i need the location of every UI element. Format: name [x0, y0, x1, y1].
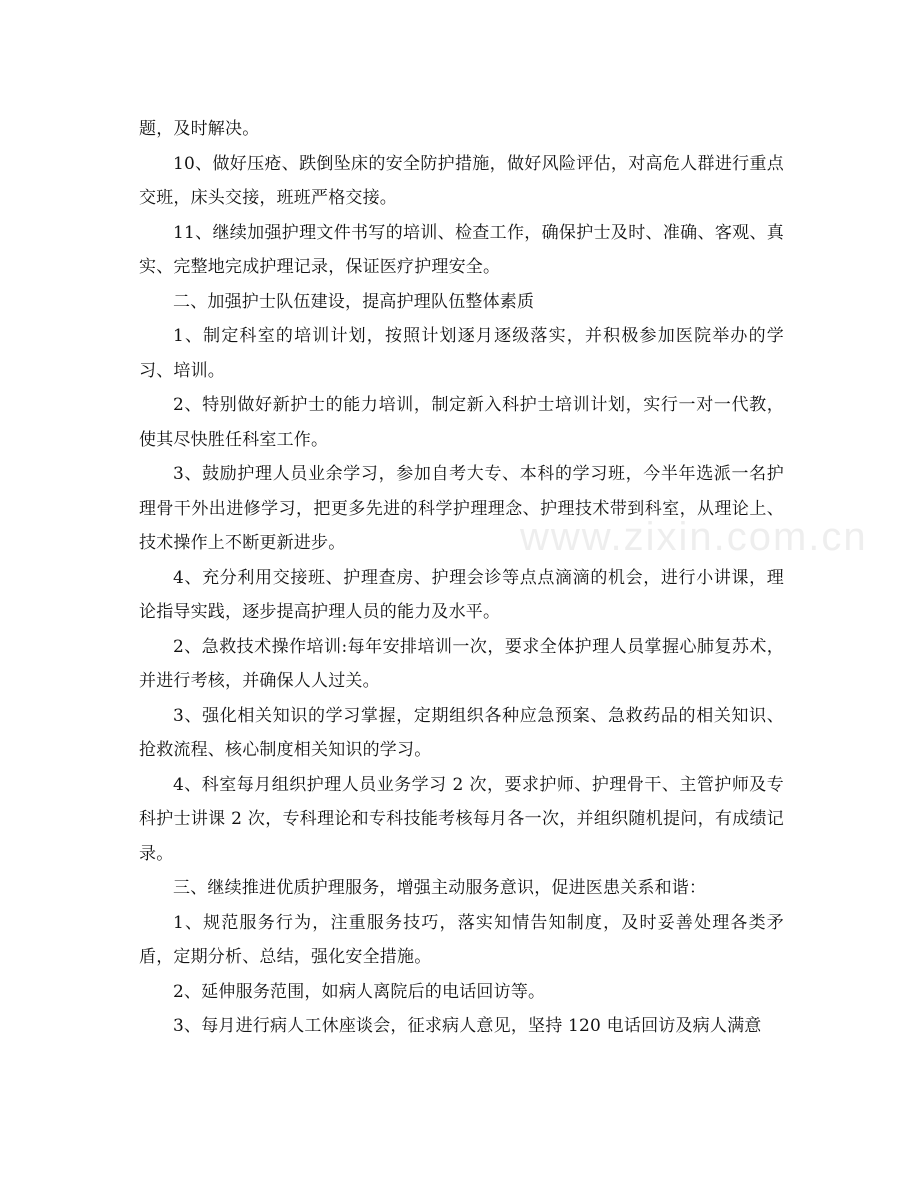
paragraph: 3、强化相关知识的学习掌握，定期组织各种应急预案、急救药品的相关知识、抢救流程、核心制度相关知识的学习。 [139, 705, 784, 760]
paragraph: 3、鼓励护理人员业余学习，参加自考大专、本科的学习班，今半年选派一名护理骨干外出进修学习，把更多先进的科学护理理念、护理技术带到科室，从理论上、技术操作上不断更新进步。 [139, 464, 784, 553]
section-heading: 三、继续推进优质护理服务，增强主动服务意识，促进医患关系和谐： [173, 878, 707, 898]
paragraph: 题，及时解决。 [139, 119, 260, 139]
paragraph: 2、急救技术操作培训:每年安排培训一次，要求全体护理人员掌握心肺复苏术，并进行考核，并确保人人过关。 [139, 636, 784, 691]
section-heading: 二、加强护士队伍建设，提高护理队伍整体素质 [173, 291, 535, 312]
paragraph: 2、延伸服务范围，如病人离院后的电话回访等。 [173, 981, 546, 1002]
paragraph: 1、制定科室的培训计划，按照计划逐月逐级落实，并积极参加医院举办的学习、培训。 [139, 326, 784, 381]
watermark: www.zixin.com.cn [520, 515, 868, 559]
paragraph: 2、特别做好新护士的能力培训，制定新入科护士培训计划，实行一对一代教，使其尽快胜任科室工作。 [139, 395, 784, 450]
paragraph: 10、做好压疮、跌倒坠床的安全防护措施，做好风险评估，对高危人群进行重点交班，床头交接，班班严格交接。 [139, 153, 784, 208]
paragraph: 1、规范服务行为，注重服务技巧，落实知情告知制度，及时妥善处理各类矛盾，定期分析、总结，强化安全措施。 [139, 912, 784, 967]
paragraph: 3、每月进行病人工休座谈会，征求病人意见，坚持 120 电话回访及病人满意 [173, 1016, 762, 1036]
paragraph: 11、继续加强护理文件书写的培训、检查工作，确保护士及时、准确、客观、真实、完整地完成护理记录，保证医疗护理安全。 [139, 222, 784, 277]
paragraph: 4、充分利用交接班、护理查房、护理会诊等点点滴滴的机会，进行小讲课，理论指导实践，逐步提高护理人员的能力及水平。 [139, 567, 784, 622]
document-body [139, 112, 784, 1044]
paragraph: 4、科室每月组织护理人员业务学习 2 次，要求护师、护理骨干、主管护师及专科护士讲课 2 次，专科理论和专科技能考核每月各一次，并组织随机提问，有成绩记录。 [139, 774, 784, 864]
